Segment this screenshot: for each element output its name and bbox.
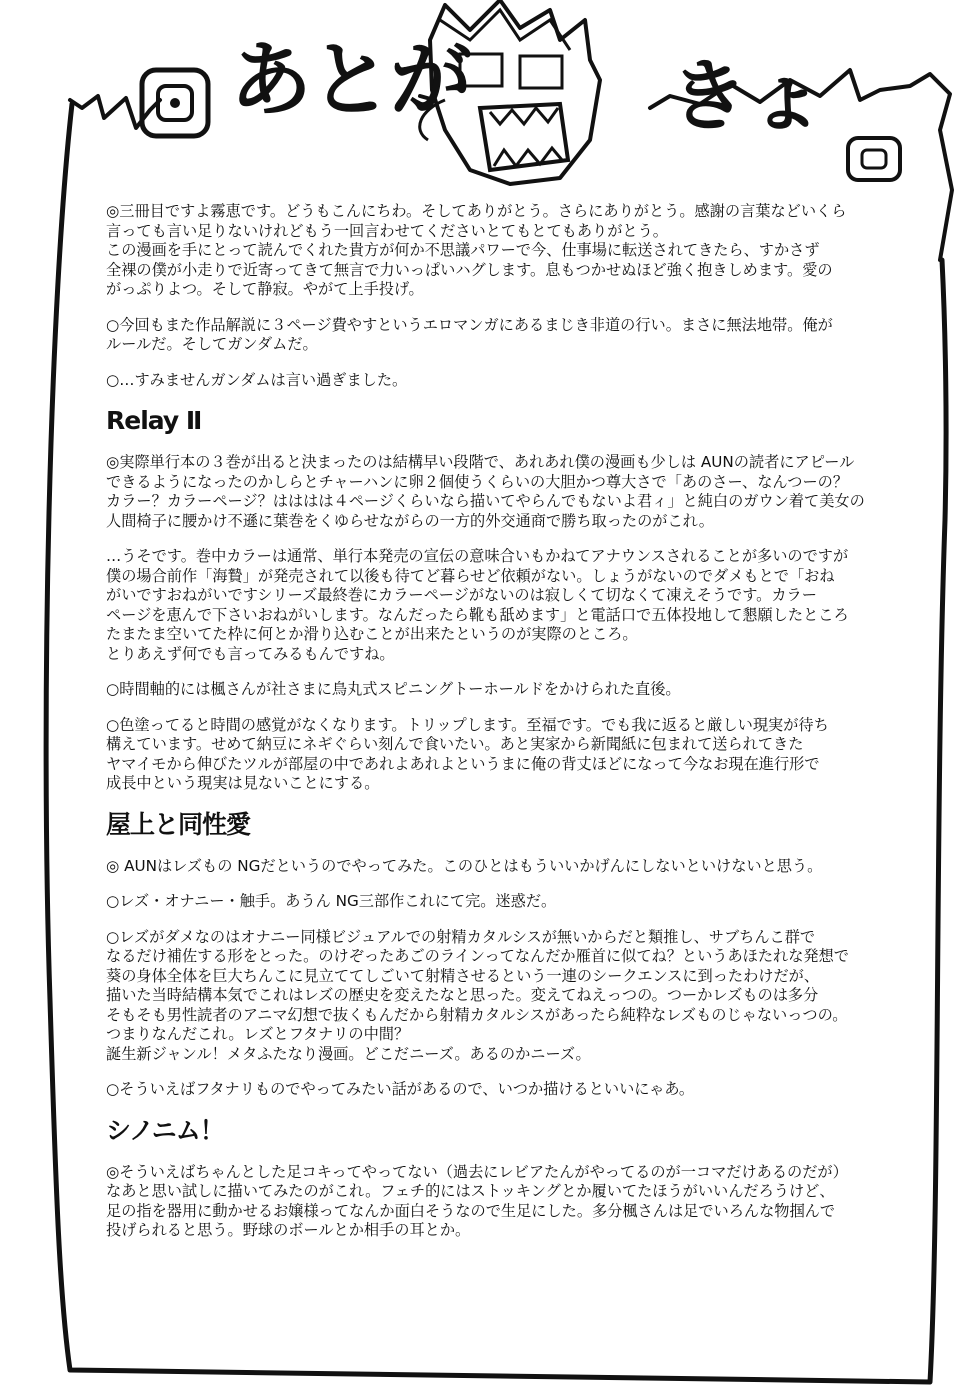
afterword-title-suffix: きょ bbox=[670, 52, 827, 142]
afterword-title: あとが bbox=[230, 33, 471, 128]
intro-paragraph: ○…すみませんガンダムは言い過ぎました。 bbox=[106, 370, 408, 389]
section-heading: Relay Ⅱ bbox=[106, 406, 202, 435]
section-paragraph: ○色塗ってると時間の感覚がなくなります。トリップします。至福です。でも我に返ると厳しい現実が待ち 構えています。せめて納豆にネギぐらい刻んで食いたい。あと実家から新聞紙に包まれて送られてきた ヤマイモから伸びたツルが部屋の中であれよあれよというまに俺の背丈ほどになって今なお現在進行形で 成長中という現実は見ないことにする。 bbox=[106, 715, 829, 792]
section-paragraph: ◎ AUNはレズもの NGだというのでやってみた。このひとはもういいかげんにしないといけないと思う。 bbox=[106, 856, 823, 875]
spiral-emblem-right-icon bbox=[848, 138, 900, 180]
section-paragraph: ○レズ・オナニー・触手。あうん NG三部作これにて完。迷惑だ。 bbox=[106, 892, 557, 910]
spiral-emblem-left-icon bbox=[142, 70, 208, 136]
section-paragraph: ○時間軸的には楓さんが社さまに鳥丸式スピニングトーホールドをかけられた直後。 bbox=[106, 680, 681, 698]
intro-paragraph: ◎三冊目ですよ霧恵です。どうもこんにちわ。そしてありがとう。さらにありがとう。感謝の言葉などいくら 言っても言い足りないけれどもう一回言わせてくださいとてもとてもありがとう。 この漫画を手にとって読んでくれた貴方が何か不思議パワーで今、仕事場に転送されてきたら、すかさず 全裸の僕が小走りで近寄ってきて無言で力いっぱいハグします。息もつかせぬほど強く抱きしめます。愛の がっぷりよつ。そして静寂。やがて上手投げ。 bbox=[106, 202, 847, 298]
section-paragraph: ◎実際単行本の３巻が出ると決まったのは結構早い段階で、あれあれ僕の漫画も少しは AUNの読者にアピール できるようになったのかしらとチャーハンに卵２個使うくらいの大胆かつ尊大さで「あのさー、なんつーの？ カラー？カラーページ？はははは４ページくらいなら描いてやらんでもないよ君ィ」と純白のガウン着て美女の 人間椅子に腰かけ不遜に葉巻をくゆらせながらの一方的外交通商で勝ち取ったのがこれ。 bbox=[106, 453, 865, 530]
afterword-body bbox=[106, 202, 872, 1257]
intro-paragraph: ○今回もまた作品解説に３ページ費やすというエロマンガにあるまじき非道の行い。まさに無法地帯。俺が ルールだ。そしてガンダムだ。 bbox=[106, 315, 833, 353]
section-paragraph: ○そういえばフタナリものでやってみたい話があるので、いつか描けるといいにゃあ。 bbox=[106, 1080, 695, 1098]
section-paragraph: ○レズがダメなのはオナニー同様ビジュアルでの射精カタルシスが無いからだと類推し、サブちんこ群で なるだけ補佐する形をとった。のけぞったあごのラインってなんだか雁首に似てね？というあほたれな発想で 葵の身体全体を巨大ちんこに見立ててしごいて射精させるという一連のシークエンスに到ったわけだが、 描いた当時結構本気でこれはレズの歴史を変えたなと思った。変えてねえっつの。つーかレズものは多分 そもそも男性読者のアニマ幻想で抜くもんだから射精カタルシスがあったら純粋なレズものじゃないっつの。 つまりなんだこれ。レズとフタナリの中間？ 誕生新ジャンル！メタふたなり漫画。どこだニーズ。あるのかニーズ。 bbox=[106, 927, 849, 1063]
section-synonym bbox=[106, 1116, 872, 1241]
section-paragraph: …うそです。巻中カラーは通常、単行本発売の宣伝の意味合いもかねてアナウンスされることが多いのですが 僕の場合前作「海贄」が発売されて以後も待てど暮らせど依頼がない。しょうがないのでダメもとで「おね がいですおねがいですシリーズ最終巻にカラーページがないのは寂しくて切なくて凍えそうです。カラー ページを恵んで下さいおねがいします。なんだったら靴も舐めます」と電話口で五体投地して懇願したところ たまたま空いてた枠に何とか滑り込むことが出来たというのが実際のところ。 とりあえず何でも言ってみるもんですね。 bbox=[106, 547, 849, 663]
section-relay bbox=[106, 406, 872, 794]
section-rooftop bbox=[106, 810, 872, 1100]
section-heading: 屋上と同性愛 bbox=[106, 809, 251, 839]
section-heading: シノニム！ bbox=[106, 1115, 224, 1145]
section-paragraph: ◎そういえばちゃんとした足コキってやってない（過去にレビアたんがやってるのが一コマだけあるのだが） なあと思い試しに描いてみたのがこれ。フェチ的にはストッキングとか履いてたほうがいいんだろうけど、 足の指を器用に動かせるお嬢様ってなんか面白そうなので生足にした。多分楓さんは足でいろんな物掴んで 投げられると思う。野球のボールとか相手の耳とか。 bbox=[106, 1162, 848, 1239]
